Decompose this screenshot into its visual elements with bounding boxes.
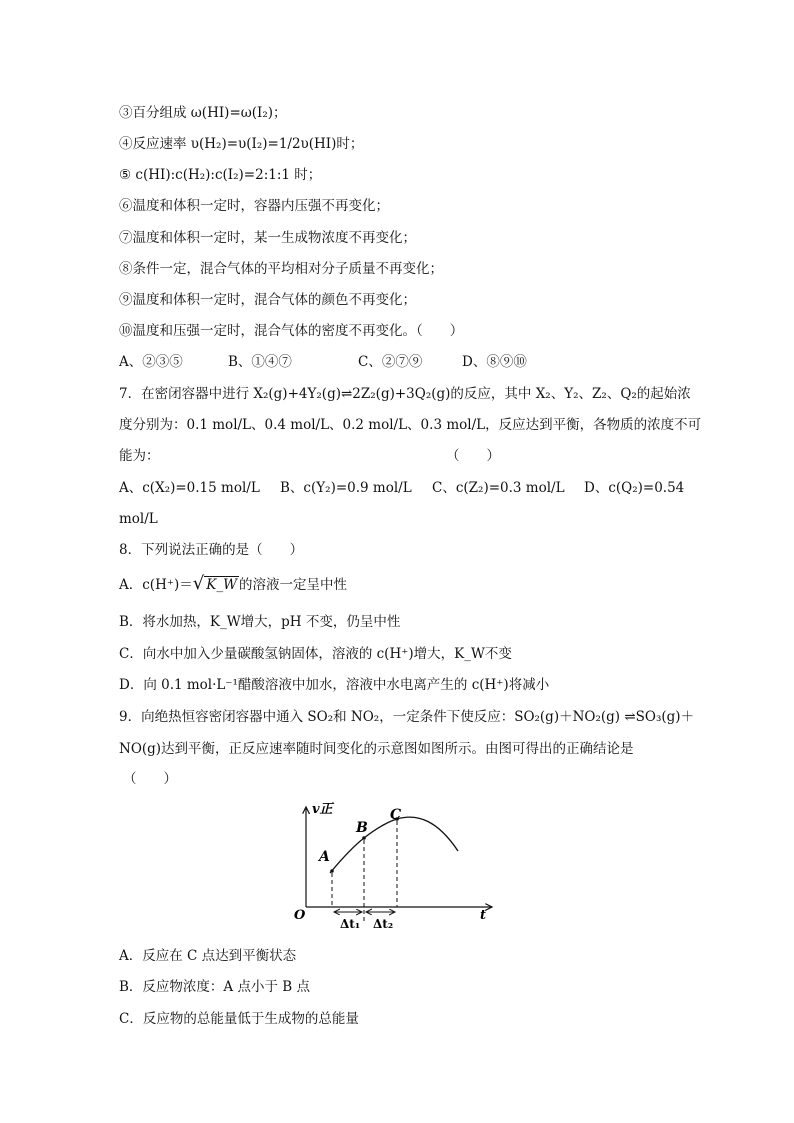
- origin-label: O: [294, 908, 306, 923]
- q9-line-1: 9．向绝热恒容密闭容器中通入 SO₂和 NO₂，一定条件下使反应：SO₂(g)＋NO₂(g) ⇌SO₃(g)＋: [119, 709, 695, 725]
- q8-option-d: D．向 0.1 mol·L⁻¹醋酸溶液中加水，溶液中水电离产生的 c(H⁺)将减小: [119, 677, 550, 693]
- q6-item-10: ⑩温度和压强一定时，混合气体的密度不再变化。（ ）: [119, 323, 464, 339]
- q8-option-b: B．将水加热，K_W增大，pH 不变，仍呈中性: [119, 614, 401, 630]
- q8-option-a-suffix: 的溶液一定呈中性: [238, 577, 347, 593]
- q8-option-a-prefix: A．c(H⁺)＝: [119, 577, 193, 593]
- q6-item-3: ③百分组成 ω(HI)=ω(I₂)；: [119, 105, 287, 121]
- q9-option-c: C．反应物的总能量低于生成物的总能量: [119, 1011, 359, 1027]
- q7-line-3: 能为：: [119, 448, 160, 464]
- q6-item-7: ⑦温度和体积一定时，某一生成物浓度不再变化；: [119, 230, 416, 246]
- interval-2-label: Δt₂: [373, 917, 394, 931]
- point-b-label: B: [356, 820, 368, 836]
- q9-line-2: NO(g)达到平衡，正反应速率随时间变化的示意图如图所示。由图可得出的正确结论是: [119, 741, 634, 757]
- q6-option-d: D、⑧⑨⑩: [462, 354, 527, 370]
- q6-item-6: ⑥温度和体积一定时，容器内压强不再变化；: [119, 198, 389, 214]
- q6-option-c: C、②⑦⑨: [358, 354, 423, 370]
- q6-item-4: ④反应速率 υ(H₂)=υ(I₂)=1/2υ(HI)时；: [119, 136, 364, 152]
- point-c-label: C: [390, 807, 402, 823]
- q8-option-c: C．向水中加入少量碳酸氢钠固体，溶液的 c(H⁺)增大，K_W不变: [119, 646, 512, 662]
- q9-line-3: （ ）: [123, 771, 177, 787]
- q7-option-d: D、c(Q₂)=0.54: [584, 480, 685, 496]
- rate-time-graph: [290, 795, 510, 935]
- x-axis-label: t: [480, 908, 487, 923]
- q9-option-a: A．反应在 C 点达到平衡状态: [119, 948, 297, 964]
- q9-option-b: B．反应物浓度：A 点小于 B 点: [119, 979, 310, 995]
- q8-option-a-radicand: K_W: [206, 577, 237, 593]
- q6-option-a: A、②③⑤: [119, 354, 183, 370]
- q6-item-8: ⑧条件一定，混合气体的平均相对分子质量不再变化；: [119, 261, 443, 277]
- point-b-marker: [362, 836, 366, 840]
- q7-answer-blank: （ ）: [446, 448, 500, 464]
- q8-option-a: [119, 574, 347, 595]
- q7-line-2: 度分别为：0.1 mol/L、0.4 mol/L、0.2 mol/L、0.3 mol/L，反应达到平衡，各物质的浓度不可: [119, 417, 702, 433]
- q7-option-c: C、c(Z₂)=0.3 mol/L: [432, 480, 565, 496]
- q6-option-b: B、①④⑦: [228, 354, 292, 370]
- point-a-marker: [330, 869, 334, 873]
- point-a-label: A: [319, 849, 330, 865]
- y-axis-label: v正: [312, 802, 333, 817]
- interval-1-label: Δt₁: [340, 917, 361, 931]
- q7-option-a: A、c(X₂)=0.15 mol/L: [119, 480, 260, 496]
- rate-curve: [330, 817, 458, 873]
- q7-option-d-unit: mol/L: [119, 511, 158, 527]
- q6-item-9: ⑨温度和体积一定时，混合气体的颜色不再变化；: [119, 292, 416, 308]
- q7-line-1: 7．在密闭容器中进行 X₂(g)+4Y₂(g)⇌2Z₂(g)+3Q₂(g)的反应，其中 X₂、Y₂、Z₂、Q₂的起始浓: [119, 386, 691, 402]
- q7-option-b: B、c(Y₂)=0.9 mol/L: [280, 480, 412, 496]
- q6-item-5: ⑤ c(HI):c(H₂):c(I₂)=2:1:1 时；: [119, 167, 322, 183]
- sqrt-symbol: √ K_W: [192, 573, 237, 594]
- q8-stem: 8．下列说法正确的是（ ）: [119, 542, 304, 558]
